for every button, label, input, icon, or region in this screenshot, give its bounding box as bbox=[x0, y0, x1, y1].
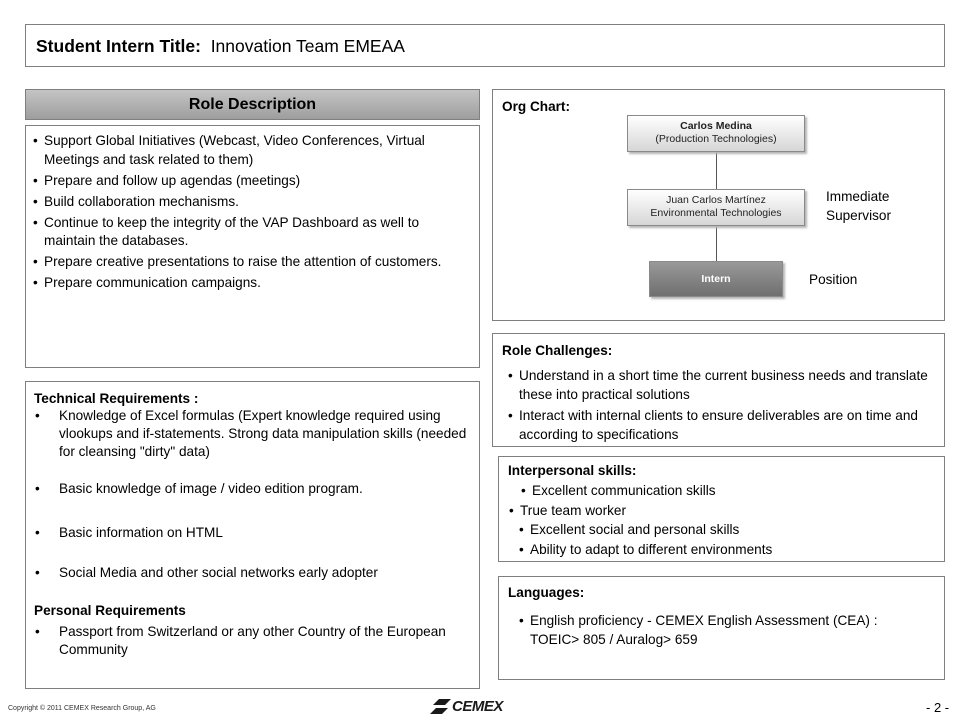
role-challenges-box bbox=[492, 333, 945, 447]
personal-requirements-heading: Personal Requirements bbox=[34, 603, 186, 618]
list-item: • Knowledge of Excel formulas (Expert knowledge required using vlookups and if-statements. Strong data manipulation skills (needed for cleansing "dirty" data) bbox=[34, 407, 471, 461]
languages-box bbox=[498, 576, 945, 680]
interpersonal-skills-list bbox=[508, 482, 936, 559]
org-node-name: Carlos Medina bbox=[680, 120, 752, 132]
technical-requirements-list bbox=[34, 407, 471, 582]
list-item: • Excellent social and personal skills bbox=[518, 521, 936, 540]
copyright-text: Copyright © 2011 CEMEX Research Group, AG bbox=[8, 705, 156, 712]
org-node-intern: Intern bbox=[649, 261, 783, 297]
list-item: • Social Media and other social networks early adopter bbox=[34, 564, 471, 582]
org-node-manager bbox=[627, 115, 805, 152]
list-item: • Understand in a short time the current business needs and translate these into practical solutions bbox=[507, 367, 936, 404]
title-value: Innovation Team EMEAA bbox=[210, 36, 405, 56]
org-chart-heading: Org Chart: bbox=[502, 99, 570, 114]
list-item: • Prepare creative presentations to raise the attention of customers. bbox=[32, 253, 471, 272]
cemex-mark-icon bbox=[430, 697, 452, 717]
org-connector-line bbox=[716, 226, 717, 262]
list-item: • Build collaboration mechanisms. bbox=[32, 193, 471, 212]
languages-heading: Languages: bbox=[508, 585, 585, 600]
list-item: • Ability to adapt to different environments bbox=[518, 541, 936, 560]
languages-list bbox=[508, 612, 936, 649]
list-item: • Continue to keep the integrity of the VAP Dashboard as well to maintain the databases. bbox=[32, 214, 471, 251]
technical-requirements-heading: Technical Requirements : bbox=[34, 391, 199, 406]
interpersonal-skills-box bbox=[498, 456, 945, 562]
interpersonal-skills-heading: Interpersonal skills: bbox=[508, 463, 637, 478]
title-label: Student Intern Title: bbox=[36, 36, 201, 56]
org-node-dept: (Production Technologies) bbox=[655, 133, 777, 145]
list-item: • Basic information on HTML bbox=[34, 524, 471, 542]
personal-requirements-list bbox=[34, 623, 471, 659]
position-label: Position bbox=[809, 272, 858, 287]
cemex-logo bbox=[430, 697, 503, 719]
list-item: • English proficiency - CEMEX English Assessment (CEA) : TOEIC> 805 / Auralog> 659 bbox=[518, 612, 936, 649]
role-description-header: Role Description bbox=[25, 89, 480, 120]
list-item: • True team worker bbox=[508, 502, 936, 521]
role-challenges-heading: Role Challenges: bbox=[502, 343, 613, 358]
list-item: • Passport from Switzerland or any other Country of the European Community bbox=[34, 623, 471, 659]
requirements-box bbox=[25, 381, 480, 689]
org-node-name: Juan Carlos Martínez bbox=[666, 194, 766, 206]
role-description-box bbox=[25, 125, 480, 368]
list-item: • Interact with internal clients to ensure deliverables are on time and according to specifications bbox=[507, 407, 936, 444]
title-box bbox=[25, 24, 945, 67]
org-chart-box bbox=[492, 89, 945, 321]
immediate-supervisor-label: Immediate Supervisor bbox=[826, 189, 891, 223]
org-node-supervisor bbox=[627, 189, 805, 226]
slide-title bbox=[36, 36, 405, 57]
role-challenges-list bbox=[502, 367, 936, 444]
list-item: • Prepare communication campaigns. bbox=[32, 274, 471, 293]
list-item: • Support Global Initiatives (Webcast, Video Conferences, Virtual Meetings and task related to them) bbox=[32, 132, 471, 169]
org-node-dept: Environmental Technologies bbox=[650, 207, 782, 219]
page-number: - 2 - bbox=[926, 700, 950, 715]
role-description-list bbox=[32, 132, 471, 293]
list-item: • Prepare and follow up agendas (meetings) bbox=[32, 172, 471, 191]
list-item: • Excellent communication skills bbox=[520, 482, 936, 501]
list-item: • Basic knowledge of image / video edition program. bbox=[34, 480, 471, 498]
logo-text: CEMEX bbox=[452, 698, 503, 715]
org-connector-line bbox=[716, 152, 717, 189]
